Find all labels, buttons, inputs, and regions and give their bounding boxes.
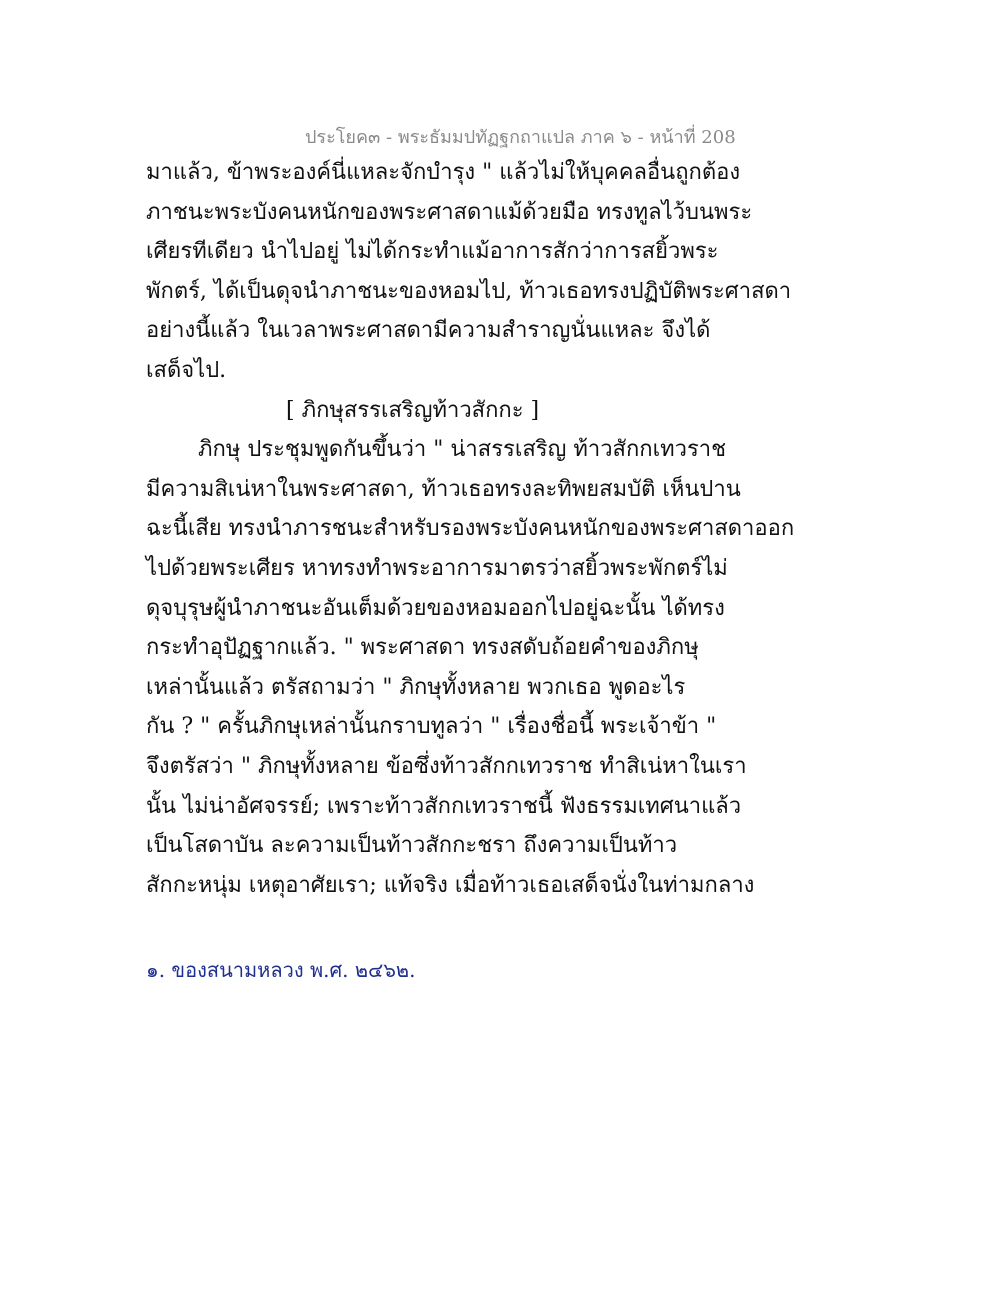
section-heading: [ ภิกษุสรรเสริญท้าวสักกะ ] — [286, 397, 540, 423]
text-line: ภาชนะพระบังคนหนักของพระศาสดาแม้ด้วยมือ ทรงทูลไว้บนพระ — [146, 199, 753, 225]
text-line: เหล่านั้นแล้ว ตรัสถามว่า " ภิกษุทั้งหลาย พวกเธอ พูดอะไร — [146, 674, 686, 700]
text-line: นั้น ไม่น่าอัศจรรย์; เพราะท้าวสักกเทวราชนี้ ฟังธรรมเทศนาแล้ว — [146, 793, 742, 819]
footnote: ๑. ของสนามหลวง พ.ศ. ๒๔๖๒. — [146, 958, 416, 982]
text-line: มาแล้ว, ข้าพระองค์นี่แหละจักบำรุง " แล้วไม่ให้บุคคลอื่นถูกต้อง — [146, 160, 741, 185]
text-line: กระทำอุปัฏฐากแล้ว. " พระศาสดา ทรงสดับถ้อยคำของภิกษุ — [146, 635, 699, 661]
text-line: กัน ? " ครั้นภิกษุเหล่านั้นกราบทูลว่า " เรื่องชื่อนี้ พระเจ้าข้า " — [146, 714, 717, 740]
text-line: พักตร์, ได้เป็นดุจนำภาชนะของหอมไป, ท้าวเธอทรงปฏิบัติพระศาสดา — [146, 278, 792, 304]
text-line: เศียรทีเดียว นำไปอยู่ ไม่ได้กระทำแม้อาการสักว่าการสยิ้วพระ — [146, 239, 719, 265]
text-line: อย่างนี้แล้ว ในเวลาพระศาสดามีความสำราญนั่นแหละ จึงได้ — [146, 318, 711, 344]
text-line: ดุจบุรุษผู้นำภาชนะอันเต็มด้วยของหอมออกไปอยู่ฉะนั้น ได้ทรง — [146, 595, 725, 621]
text-line: ฉะนี้เสีย ทรงนำภารชนะสำหรับรองพระบังคนหนักของพระศาสดาออก — [146, 516, 795, 542]
body-text — [146, 158, 846, 910]
text-line: ไปด้วยพระเศียร หาทรงทำพระอาการมาตรว่าสยิ้วพระพักตร์ไม่ — [146, 555, 728, 581]
text-line: มีความสิเน่หาในพระศาสดา, ท้าวเธอทรงละทิพยสมบัติ เห็นปาน — [146, 476, 741, 502]
text-line: สักกะหนุ่ม เหตุอาศัยเรา; แท้จริง เมื่อท้าวเธอเสด็จนั่งในท่ามกลาง — [146, 872, 755, 898]
text-line: เป็นโสดาบัน ละความเป็นท้าวสักกะชรา ถึงความเป็นท้าว — [146, 833, 678, 859]
text-line: จึงตรัสว่า " ภิกษุทั้งหลาย ข้อซึ่งท้าวสักกเทวราช ทำสิเน่หาในเรา — [146, 753, 747, 779]
text-line: ภิกษุ ประชุมพูดกันขึ้นว่า " น่าสรรเสริญ ท้าวสักกเทวราช — [198, 437, 727, 463]
running-header: ประโยค๓ - พระธัมมปทัฏฐกถาแปล ภาค ๖ - หน้าที่ 208 — [305, 127, 736, 148]
text-line: เสด็จไป. — [146, 357, 227, 383]
